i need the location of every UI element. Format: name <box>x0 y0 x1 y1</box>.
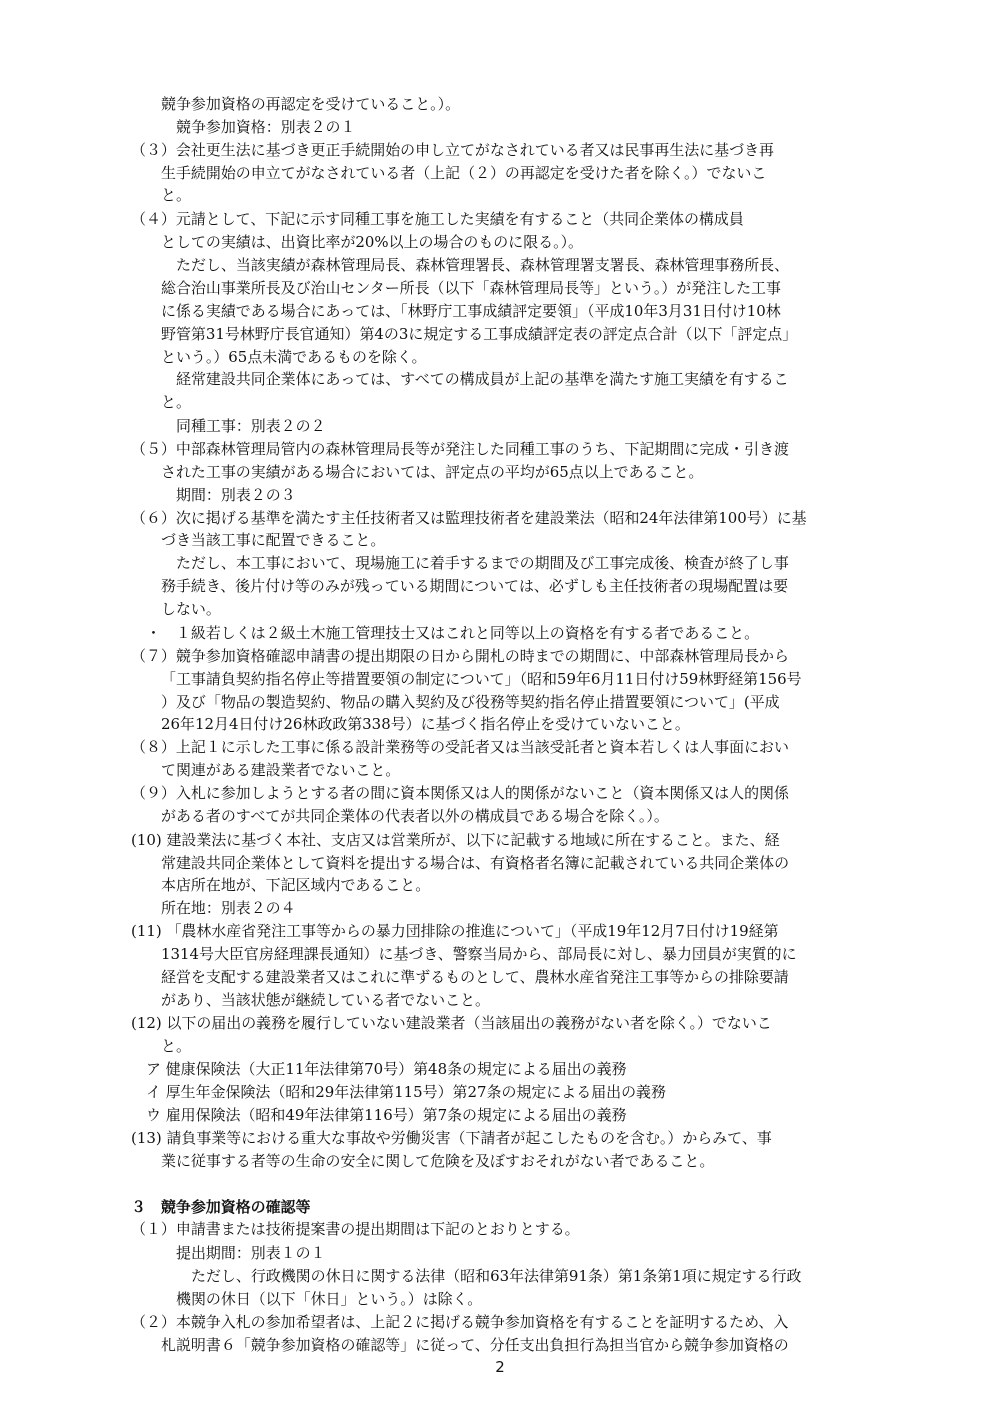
text-line: 務手続き、後片付け等のみが残っている期間については、必ずしも主任技術者の現場配置は要 <box>161 577 789 595</box>
text-line: 所在地：別表２の４ <box>161 899 296 917</box>
text-line: 競争参加資格：別表２の１ <box>176 118 356 136</box>
text-line: 経営を支配する建設業者又はこれに準ずるものとして、農林水産省発注工事等からの排除要請 <box>161 968 789 986</box>
page-number: 2 <box>495 1358 505 1376</box>
text-line: 同種工事：別表２の２ <box>176 417 326 435</box>
text-line: と。 <box>161 186 191 204</box>
section-heading: ３ 競争参加資格の確認等 <box>131 1198 311 1216</box>
text-line: イ 厚生年金保険法（昭和29年法律第115号）第27条の規定による届出の義務 <box>146 1083 666 1101</box>
text-line: （４）元請として、下記に示す同種工事を施工した実績を有すること（共同企業体の構成員 <box>131 210 744 228</box>
text-line: と。 <box>161 393 191 411</box>
text-line: （６）次に掲げる基準を満たす主任技術者又は監理技術者を建設業法（昭和24年法律第100号）に基 <box>131 509 807 527</box>
text-line: ただし、当該実績が森林管理局長、森林管理署長、森林管理署支署長、森林管理事務所長、 <box>176 256 790 274</box>
text-line: 総合治山事業所長及び治山センター所長（以下「森林管理局長等」という。）が発注した工事 <box>161 279 781 297</box>
text-line: ・ １級若しくは２級土木施工管理技士又はこれと同等以上の資格を有する者であること。 <box>146 624 760 642</box>
text-line: (10) 建設業法に基づく本社、支店又は営業所が、以下に記載する地域に所在すること。また、経 <box>131 831 780 849</box>
text-line: としての実績は、出資比率が20%以上の場合のものに限る。）。 <box>161 233 584 251</box>
text-line: （１）申請書または技術提案書の提出期間は下記のとおりとする。 <box>131 1220 580 1238</box>
text-line: 競争参加資格の再認定を受けていること。）。 <box>161 95 461 113</box>
text-line: 常建設共同企業体として資料を提出する場合は、有資格者名簿に記載されている共同企業体の <box>161 854 790 872</box>
text-line: 1314号大臣官房経理課長通知）に基づき、警察当局から、部局長に対し、暴力団員が実質的に <box>161 945 797 963</box>
text-line: 提出期間：別表１の１ <box>176 1244 326 1262</box>
text-line: づき当該工事に配置できること。 <box>161 531 386 549</box>
text-line: （２）本競争入札の参加希望者は、上記２に掲げる競争参加資格を有することを証明するため、入 <box>131 1313 789 1331</box>
text-line: 業に従事する者等の生命の安全に関して危険を及ぼすおそれがない者であること。 <box>161 1152 715 1170</box>
text-line: （５）中部森林管理局管内の森林管理局長等が発注した同種工事のうち、下記期間に完成・引き渡 <box>131 440 789 458</box>
text-line: 経常建設共同企業体にあっては、すべての構成員が上記の基準を満たす施工実績を有するこ <box>176 370 789 388</box>
text-line: （７）競争参加資格確認申請書の提出期限の日から開札の時までの期間に、中部森林管理局長から <box>131 647 789 665</box>
text-line: があり、当該状態が継続している者でないこと。 <box>161 991 490 1009</box>
text-line: て関連がある建設業者でないこと。 <box>161 761 401 779</box>
text-line: （８）上記１に示した工事に係る設計業務等の受託者又は当該受託者と資本若しくは人事面におい <box>131 738 789 756</box>
text-line: 「工事請負契約指名停止等措置要領の制定について」（昭和59年6月11日付け59林野経第156号 <box>161 670 802 688</box>
text-line: がある者のすべてが共同企業体の代表者以外の構成員である場合を除く。）。 <box>161 807 669 825</box>
text-line: 26年12月4日付け26林政政第338号）に基づく指名停止を受けていないこと。 <box>161 715 690 733</box>
text-line: (12) 以下の届出の義務を履行していない建設業者（当該届出の義務がない者を除く。）でないこ <box>131 1014 772 1032</box>
text-line: ）及び「物品の製造契約、物品の購入契約及び役務等契約指名停止措置要領について」(平成 <box>161 693 780 711</box>
text-line: ウ 雇用保険法（昭和49年法律第116号）第7条の規定による届出の義務 <box>146 1106 627 1124</box>
text-line: 機関の休日（以下「休日」という。）は除く。 <box>176 1290 483 1308</box>
text-line: ア 健康保険法（大正11年法律第70号）第48条の規定による届出の義務 <box>146 1060 627 1078</box>
text-line: 野管第31号林野庁長官通知）第4の3に規定する工事成績評定表の評定点合計（以下「評定点」 <box>161 325 798 343</box>
text-line: 本店所在地が、下記区域内であること。 <box>161 876 431 894</box>
text-line: と。 <box>161 1037 191 1055</box>
text-line: という。）65点未満であるものを除く。 <box>161 348 427 366</box>
text-line: に係る実績である場合にあっては、「林野庁工事成績評定要領」（平成10年3月31日付け10林 <box>161 302 781 320</box>
text-line: された工事の実績がある場合においては、評定点の平均が65点以上であること。 <box>161 463 704 481</box>
text-line: 生手続開始の申立てがなされている者（上記（２）の再認定を受けた者を除く。）でないこ <box>161 164 767 182</box>
text-line: しない。 <box>161 600 221 618</box>
text-line: (11) 「農林水産省発注工事等からの暴力団排除の推進について」（平成19年12月7日付け19経第 <box>131 922 779 940</box>
text-line: 期間：別表２の３ <box>176 486 296 504</box>
text-line: ただし、本工事において、現場施工に着手するまでの期間及び工事完成後、検査が終了し事 <box>176 554 789 572</box>
text-line: （３）会社更生法に基づき更正手続開始の申し立てがなされている者又は民事再生法に基づき再 <box>131 141 774 159</box>
text-line: （９）入札に参加しようとする者の間に資本関係又は人的関係がないこと（資本関係又は人的関係 <box>131 784 789 802</box>
text-line: 札説明書６「競争参加資格の確認等」に従って、分任支出負担行為担当官から競争参加資格の <box>161 1336 789 1354</box>
text-line: ただし、行政機関の休日に関する法律（昭和63年法律第91条）第1条第1項に規定する行政 <box>191 1267 802 1285</box>
text-line: (13) 請負事業等における重大な事故や労働災害（下請者が起こしたものを含む。）からみて、事 <box>131 1129 772 1147</box>
